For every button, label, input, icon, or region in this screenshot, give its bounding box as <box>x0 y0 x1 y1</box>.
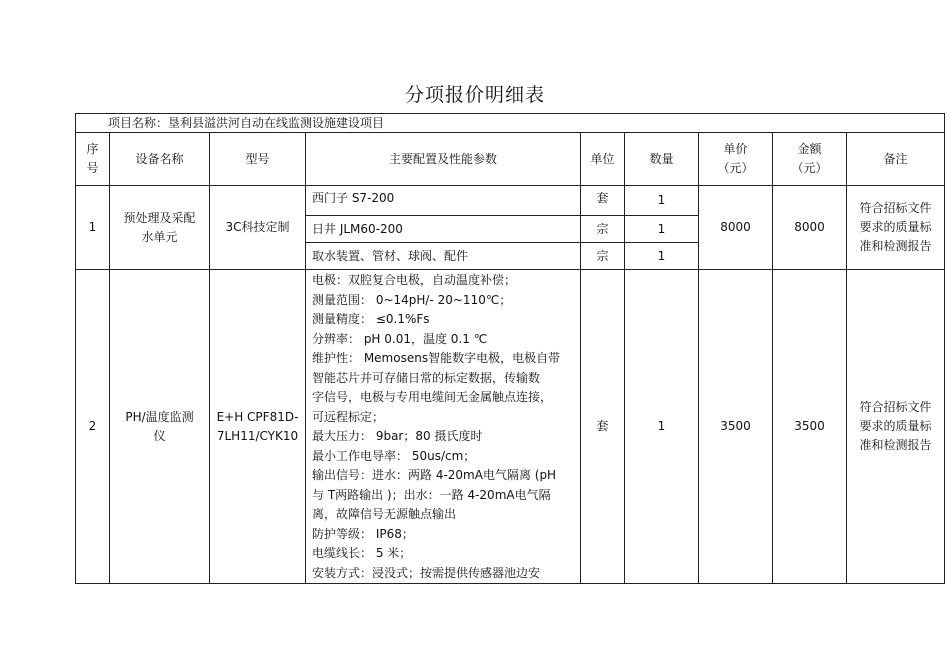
row1-model: 3C科技定制 <box>210 186 306 270</box>
page-title: 分项报价明细表 <box>404 84 545 106</box>
header-row <box>76 133 945 186</box>
row2-model: E+H CPF81D- 7LH11/CYK10 <box>210 270 306 584</box>
row1-config-2: 日井 JLM60-200 <box>306 216 581 243</box>
quote-table <box>75 113 945 584</box>
row1-remark: 符合招标文件 要求的质量标 准和检测报告 <box>847 186 945 270</box>
row1-config-1: 西门子 S7-200 <box>306 186 581 216</box>
header-price: 单价 （元） <box>699 133 773 186</box>
header-amount: 金额 （元） <box>773 133 847 186</box>
project-row <box>76 114 945 133</box>
row2-seq: 2 <box>76 270 110 584</box>
row2-qty: 1 <box>625 270 699 584</box>
row2-unit: 套 <box>581 270 625 584</box>
header-seq: 序 号 <box>76 133 110 186</box>
row2-name: PH/温度监测 仪 <box>110 270 210 584</box>
row1-qty-1: 1 <box>625 186 699 216</box>
row1-config-3: 取水装置、管材、球阀、配件 <box>306 243 581 270</box>
header-model: 型号 <box>210 133 306 186</box>
row1-seq: 1 <box>76 186 110 270</box>
project-name: 项目名称：垦利县溢洪河自动在线监测设施建设项目 <box>76 114 945 133</box>
row2-config: 电极：双腔复合电极，自动温度补偿； 测量范围： 0~14pH/- 20~110℃； 测量精度： ≤0.1%Fs 分辨率： pH 0.01，温度 0.1 ℃ 维护性： Memosens智能数字电极，电极自带 智能芯片并可存储日常的标定数据，传输数 字信号，电极与专用电缆间无金属触点连接， 可远程标定； 最大压力： 9bar；80 摄氏度时 最小工作电导率： 50us/cm； 输出信号：进水：两路 4-20mA电气隔离 (pH 与 T两路输出 )；出水：一路 4-20mA电气隔 离，故障信号无源触点输出 防护等级： IP68； 电缆线长： 5 米； 安装方式：浸没式；按需提供传感器池边安 <box>306 270 581 584</box>
row1-qty-3: 1 <box>625 243 699 270</box>
row1-unit-2: 宗 <box>581 216 625 243</box>
row1-price: 8000 <box>699 186 773 270</box>
row2-remark: 符合招标文件 要求的质量标 准和检测报告 <box>847 270 945 584</box>
row1-unit-1: 套 <box>581 186 625 216</box>
header-config: 主要配置及性能参数 <box>306 133 581 186</box>
row1-unit-3: 宗 <box>581 243 625 270</box>
table-row <box>76 186 945 216</box>
row1-qty-2: 1 <box>625 216 699 243</box>
row1-name: 预处理及采配 水单元 <box>110 186 210 270</box>
header-remark: 备注 <box>847 133 945 186</box>
row2-amount: 3500 <box>773 270 847 584</box>
row2-price: 3500 <box>699 270 773 584</box>
row1-amount: 8000 <box>773 186 847 270</box>
header-unit: 单位 <box>581 133 625 186</box>
header-name: 设备名称 <box>110 133 210 186</box>
header-qty: 数量 <box>625 133 699 186</box>
table-row <box>76 270 945 584</box>
